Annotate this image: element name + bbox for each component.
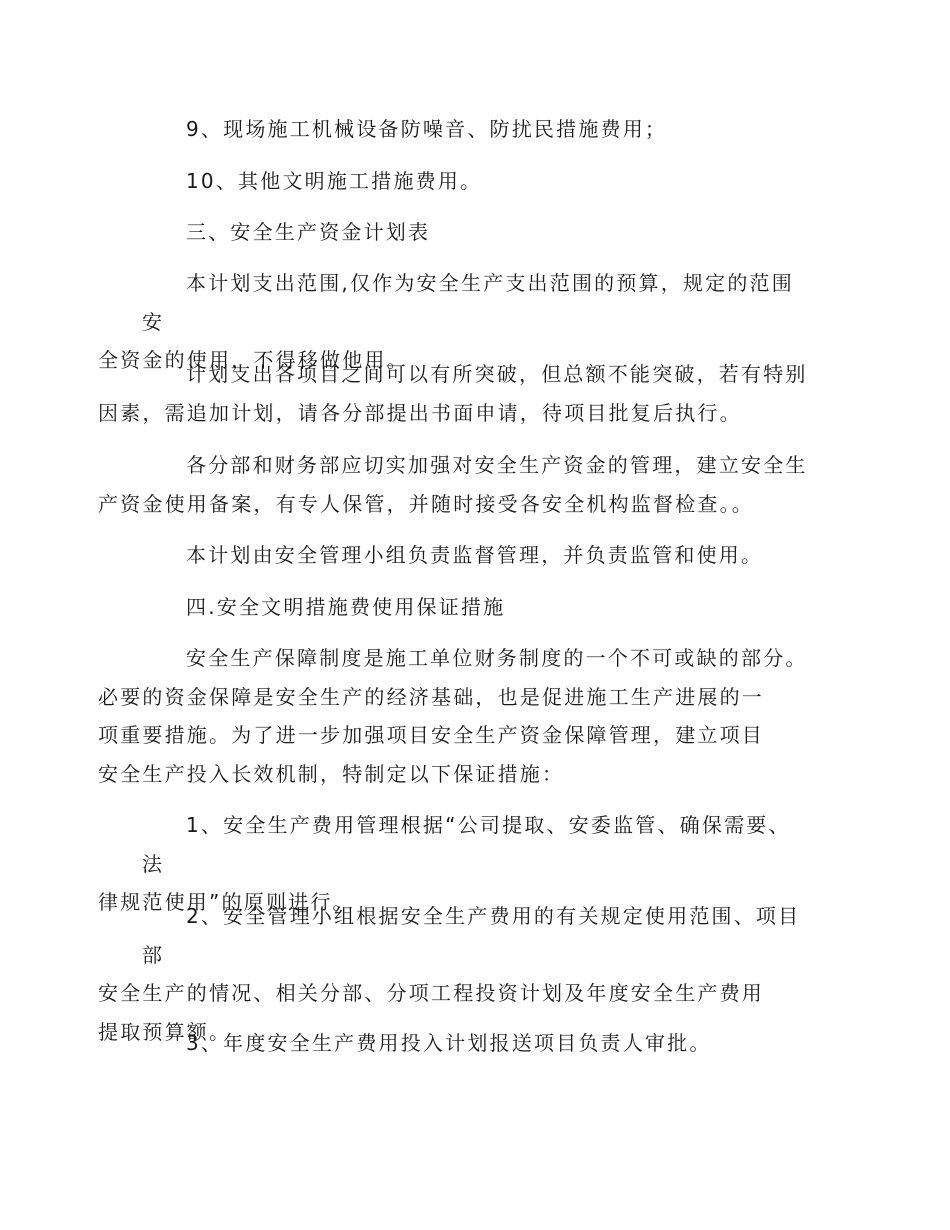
text-line: 1、安全生产费用管理根据“公司提取、安委监管、确保需要、法 — [142, 813, 791, 876]
section-heading-4 — [142, 588, 810, 627]
text-line: 9、现场施工机械设备防噪音、防扰民措施费用； — [186, 117, 668, 141]
paragraph-item-9 — [142, 110, 810, 149]
text-line: 各分部和财务部应切实加强对安全生产资金的管理，建立安全生 — [186, 453, 808, 477]
text-line: 本计划支出范围,仅作为安全生产支出范围的预算，规定的范围安 — [142, 271, 794, 334]
text-line: 3、年度安全生产费用投入计划报送项目负责人审批。 — [186, 1031, 712, 1055]
text-line: 四.安全文明措施费使用保证措施 — [186, 595, 506, 619]
paragraph-safety-system — [98, 639, 810, 793]
text-line: 安全生产保障制度是施工单位财务制度的一个不可或缺的部分。 — [186, 646, 808, 670]
paragraph-supervision — [142, 536, 810, 575]
text-line: 三、安全生产资金计划表 — [186, 220, 431, 244]
paragraph-plan-adjustment — [98, 355, 810, 432]
text-line: 安全生产的情况、相关分部、分项工程投资计划及年度安全生产费用 — [98, 981, 764, 1005]
text-line: 产资金使用备案，有专人保管，并随时接受各安全机构监督检查。。 — [98, 491, 754, 516]
paragraph-fund-management — [98, 446, 810, 523]
section-heading-3 — [142, 213, 810, 252]
text-line: 本计划由安全管理小组负责监督管理，并负责监管和使用。 — [186, 543, 764, 567]
text-line: 提取预算额。 — [98, 1019, 232, 1044]
text-line: 项重要措施。为了进一步加强项目安全生产资金保障管理，建立项目 — [98, 723, 764, 747]
text-line: 因素，需追加计划，请各分部提出书面申请，待项目批复后执行。 — [98, 400, 742, 425]
text-line: 计划支出各项目之间可以有所突破，但总额不能突破，若有特别 — [186, 362, 808, 386]
text-line: 必要的资金保障是安全生产的经济基础，也是促进施工生产进展的一 — [98, 684, 764, 709]
text-line: 律规范使用”的原则进行。 — [98, 890, 355, 914]
text-line: 10、其他文明施工措施费用。 — [186, 169, 483, 193]
paragraph-item-10 — [142, 162, 810, 201]
text-line: 2、安全管理小组根据安全生产费用的有关规定使用范围、项目部 — [142, 904, 801, 967]
paragraph-measure-3 — [142, 1024, 810, 1063]
text-line: 安全生产投入长效机制，特制定以下保证措施： — [98, 761, 565, 786]
text-line: 全资金的使用，不得移做他用。 — [98, 348, 409, 372]
